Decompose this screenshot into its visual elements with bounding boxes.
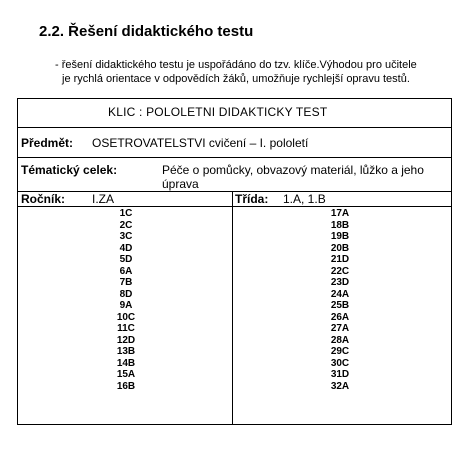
class-value: 1.A, 1.B bbox=[283, 192, 326, 206]
year-label: Ročník: bbox=[21, 192, 66, 206]
year-value: I.ZA bbox=[92, 192, 115, 206]
answers-left-column bbox=[106, 208, 146, 392]
answer-item: 3C bbox=[119, 231, 133, 242]
answer-item: 22C bbox=[330, 265, 350, 277]
answer-item: 31D bbox=[330, 369, 350, 380]
answer-item: 21D bbox=[330, 254, 350, 265]
answer-item: 20B bbox=[330, 242, 350, 254]
answer-item: 26A bbox=[330, 311, 350, 323]
answer-item: 18B bbox=[330, 219, 350, 231]
topic-label: Tématický celek: bbox=[21, 163, 118, 177]
answer-item: 19B bbox=[330, 231, 350, 242]
answer-item: 6A bbox=[119, 265, 133, 277]
column-divider bbox=[232, 191, 233, 424]
answer-item: 17A bbox=[330, 208, 350, 219]
answer-key-table bbox=[17, 98, 452, 425]
answer-item: 24A bbox=[330, 288, 350, 300]
answer-item: 7B bbox=[119, 277, 133, 288]
row-divider bbox=[18, 157, 451, 158]
answer-item: 9A bbox=[119, 300, 133, 311]
answer-item: 12D bbox=[116, 334, 136, 346]
section-heading: 2.2. Řešení didaktického testu bbox=[39, 23, 254, 40]
answer-item: 5D bbox=[119, 254, 133, 265]
answer-item: 16B bbox=[116, 380, 136, 392]
answer-item: 4D bbox=[119, 242, 133, 254]
intro-note bbox=[55, 58, 417, 86]
answer-item: 14B bbox=[116, 357, 136, 369]
answer-item: 25B bbox=[330, 300, 350, 311]
answer-item: 28A bbox=[330, 334, 350, 346]
class-label: Třída: bbox=[235, 192, 269, 206]
intro-note-line-2: je rychlá orientace v odpovědích žáků, umožňuje rychlejší opravu testů. bbox=[62, 73, 410, 85]
topic-value-line-1: Péče o pomůcky, obvazový materiál, lůžko a jeho bbox=[162, 163, 424, 177]
row-divider bbox=[18, 127, 451, 128]
answer-item: 23D bbox=[330, 277, 350, 288]
answer-item: 32A bbox=[330, 380, 350, 392]
row-divider bbox=[18, 206, 451, 207]
answer-item: 2C bbox=[119, 219, 133, 231]
key-title: KLIC : POLOLETNI DIDAKTICKY TEST bbox=[108, 105, 328, 119]
topic-value-line-2: úprava bbox=[162, 177, 199, 191]
answer-item: 1C bbox=[119, 208, 133, 219]
answer-item: 10C bbox=[116, 311, 136, 323]
answer-item: 15A bbox=[116, 369, 136, 380]
answer-item: 8D bbox=[119, 288, 133, 300]
answer-item: 30C bbox=[330, 357, 350, 369]
answer-item: 29C bbox=[330, 346, 350, 357]
subject-value: OSETROVATELSTVI cvičení – I. pololetí bbox=[92, 136, 309, 150]
subject-label: Předmět: bbox=[21, 136, 74, 150]
answer-item: 11C bbox=[117, 323, 135, 334]
answer-item: 13B bbox=[116, 346, 136, 357]
answers-right-column bbox=[320, 208, 360, 392]
intro-note-line-1: - řešení didaktického testu je uspořádáno do tzv. klíče.Výhodou pro učitele bbox=[55, 59, 417, 71]
answer-item: 27A bbox=[330, 323, 350, 334]
